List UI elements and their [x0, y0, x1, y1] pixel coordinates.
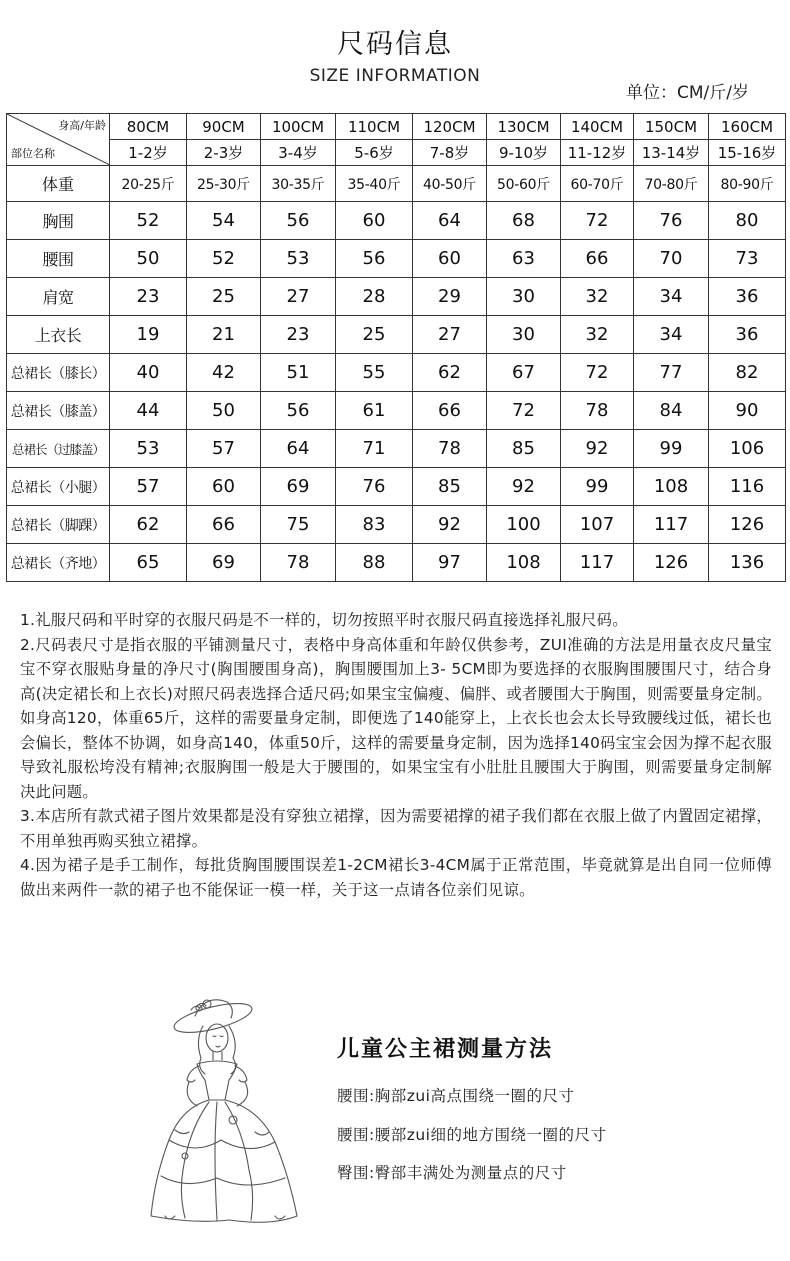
table-cell: 56: [336, 240, 413, 278]
table-cell: 83: [336, 506, 413, 544]
table-cell: 78: [413, 430, 487, 468]
age-header: 7-8岁: [413, 140, 487, 166]
height-header: 100CM: [261, 114, 336, 140]
weight-cell: 35-40斤: [336, 166, 413, 202]
table-row: [7, 392, 786, 430]
table-cell: 57: [110, 468, 187, 506]
corner-label-part: 部位名称: [11, 147, 55, 160]
height-header: 80CM: [110, 114, 187, 140]
table-cell: 28: [336, 278, 413, 316]
table-cell: 126: [634, 544, 709, 582]
table-cell: 63: [487, 240, 561, 278]
table-cell: 85: [413, 468, 487, 506]
table-cell: 50: [110, 240, 187, 278]
table-cell: 92: [487, 468, 561, 506]
table-cell: 84: [634, 392, 709, 430]
weight-cell: 30-35斤: [261, 166, 336, 202]
table-cell: 60: [336, 202, 413, 240]
note-paragraph: 3.本店所有款式裙子图片效果都是没有穿独立裙撑，因为需要裙撑的裙子我们都在衣服上做了内置固定裙撑，不用单独再购买独立裙撑。: [20, 807, 772, 850]
table-cell: 52: [110, 202, 187, 240]
table-cell: 97: [413, 544, 487, 582]
table-cell: 56: [261, 392, 336, 430]
table-cell: 25: [336, 316, 413, 354]
table-cell: 44: [110, 392, 187, 430]
row-label: 上衣长: [7, 316, 110, 354]
table-cell: 117: [561, 544, 634, 582]
table-cell: 19: [110, 316, 187, 354]
table-cell: 69: [187, 544, 261, 582]
table-cell: 60: [187, 468, 261, 506]
table-cell: 117: [634, 506, 709, 544]
height-header: 160CM: [709, 114, 786, 140]
table-cell: 55: [336, 354, 413, 392]
age-header: 11-12岁: [561, 140, 634, 166]
table-cell: 92: [413, 506, 487, 544]
measure-line-chest: 腰围:胸部zui高点围绕一圈的尺寸: [337, 1087, 575, 1105]
row-label: 总裙长（膝盖）: [7, 392, 110, 430]
table-cell: 76: [336, 468, 413, 506]
table-cell: 64: [413, 202, 487, 240]
weight-row: [7, 166, 786, 202]
table-row: [7, 202, 786, 240]
corner-label-height-age: 身高/年龄: [58, 119, 106, 132]
row-label: 总裙长（齐地）: [7, 544, 110, 582]
measure-line-hip: 臀围:臀部丰满处为测量点的尺寸: [337, 1164, 567, 1182]
table-cell: 56: [261, 202, 336, 240]
page-subtitle: SIZE INFORMATION: [309, 66, 481, 86]
table-cell: 75: [261, 506, 336, 544]
table-row: [7, 278, 786, 316]
table-cell: 108: [634, 468, 709, 506]
table-cell: 108: [487, 544, 561, 582]
table-cell: 77: [634, 354, 709, 392]
age-header: 15-16岁: [709, 140, 786, 166]
row-label: 胸围: [7, 202, 110, 240]
weight-cell: 80-90斤: [709, 166, 786, 202]
table-row: [7, 544, 786, 582]
table-cell: 65: [110, 544, 187, 582]
table-cell: 29: [413, 278, 487, 316]
table-cell: 88: [336, 544, 413, 582]
table-cell: 50: [187, 392, 261, 430]
table-cell: 66: [561, 240, 634, 278]
note-paragraph: 2.尺码表尺寸是指衣服的平铺测量尺寸，表格中身高体重和年龄仅供参考，ZUI准确的方法是用量衣皮尺量宝宝不穿衣服贴身量的净尺寸(胸围腰围身高)，胸围腰围加上3- 5CM即为要选择的衣服胸围腰围尺寸，结合身高(决定裙长和上衣长)对照尺码表选择合适尺码;如果宝宝偏瘦、偏胖、或者腰围大于胸围，则需要量身定制。如身高120，体重65斤，这样的需要量身定制，即便选了140能穿上，上衣长也会太长导致腰线过低，裙长也会偏长，整体不协调，如身高140，体重50斤，这样的需要量身定制，因为选择140码宝宝会因为撑不起衣服导致礼服松垮没有精神;衣服胸围一般是大于腰围的，如果宝宝有小肚肚且腰围大于胸围，则需要量身定制解决此问题。: [20, 635, 772, 801]
table-cell: 27: [413, 316, 487, 354]
note-paragraph: 4.因为裙子是手工制作，每批货胸围腰围误差1-2CM裙长3-4CM属于正常范围，毕竟就算是出自同一位师傅做出来两件一款的裙子也不能保证一模一样，关于这一点请各位亲们见谅。: [20, 856, 772, 899]
table-cell: 72: [561, 354, 634, 392]
age-header: 1-2岁: [110, 140, 187, 166]
table-cell: 76: [634, 202, 709, 240]
row-label: 总裙长（过膝盖）: [7, 430, 110, 468]
table-cell: 34: [634, 316, 709, 354]
height-header: 120CM: [413, 114, 487, 140]
table-cell: 23: [110, 278, 187, 316]
row-label: 总裙长（小腿）: [7, 468, 110, 506]
table-cell: 25: [187, 278, 261, 316]
header-row-heights: [7, 114, 786, 140]
table-cell: 66: [413, 392, 487, 430]
table-cell: 85: [487, 430, 561, 468]
weight-cell: 40-50斤: [413, 166, 487, 202]
table-cell: 69: [261, 468, 336, 506]
weight-cell: 25-30斤: [187, 166, 261, 202]
table-cell: 30: [487, 316, 561, 354]
table-cell: 36: [709, 278, 786, 316]
table-cell: 71: [336, 430, 413, 468]
table-cell: 116: [709, 468, 786, 506]
table-cell: 36: [709, 316, 786, 354]
table-cell: 99: [561, 468, 634, 506]
height-header: 140CM: [561, 114, 634, 140]
table-cell: 78: [261, 544, 336, 582]
row-label: 腰围: [7, 240, 110, 278]
table-cell: 27: [261, 278, 336, 316]
table-cell: 62: [110, 506, 187, 544]
table-cell: 21: [187, 316, 261, 354]
table-cell: 68: [487, 202, 561, 240]
table-cell: 92: [561, 430, 634, 468]
age-header: 13-14岁: [634, 140, 709, 166]
table-cell: 51: [261, 354, 336, 392]
table-cell: 57: [187, 430, 261, 468]
table-cell: 67: [487, 354, 561, 392]
height-header: 90CM: [187, 114, 261, 140]
table-cell: 78: [561, 392, 634, 430]
table-cell: 40: [110, 354, 187, 392]
table-cell: 62: [413, 354, 487, 392]
age-header: 2-3岁: [187, 140, 261, 166]
table-cell: 53: [261, 240, 336, 278]
height-header: 150CM: [634, 114, 709, 140]
table-cell: 52: [187, 240, 261, 278]
measure-line-waist: 腰围:腰部zui细的地方围绕一圈的尺寸: [337, 1126, 607, 1144]
table-cell: 72: [487, 392, 561, 430]
measure-title: 儿童公主裙测量方法: [337, 1037, 554, 1062]
row-label: 总裙长（脚踝）: [7, 506, 110, 544]
table-cell: 32: [561, 316, 634, 354]
table-cell: 23: [261, 316, 336, 354]
table-cell: 32: [561, 278, 634, 316]
table-cell: 100: [487, 506, 561, 544]
table-row: [7, 316, 786, 354]
row-label: 总裙长（膝长）: [7, 354, 110, 392]
table-row: [7, 506, 786, 544]
weight-cell: 60-70斤: [561, 166, 634, 202]
table-cell: 64: [261, 430, 336, 468]
table-cell: 30: [487, 278, 561, 316]
table-cell: 82: [709, 354, 786, 392]
notes-section: [20, 608, 772, 902]
row-label: 体重: [7, 166, 110, 202]
table-cell: 126: [709, 506, 786, 544]
age-header: 3-4岁: [261, 140, 336, 166]
table-cell: 73: [709, 240, 786, 278]
table-cell: 61: [336, 392, 413, 430]
table-cell: 54: [187, 202, 261, 240]
age-header: 9-10岁: [487, 140, 561, 166]
size-table: [6, 113, 786, 582]
table-cell: 34: [634, 278, 709, 316]
height-header: 130CM: [487, 114, 561, 140]
table-cell: 80: [709, 202, 786, 240]
row-label: 肩宽: [7, 278, 110, 316]
table-cell: 70: [634, 240, 709, 278]
note-paragraph: 1.礼服尺码和平时穿的衣服尺码是不一样的，切勿按照平时衣服尺码直接选择礼服尺码。: [20, 611, 628, 629]
corner-cell: [7, 114, 110, 166]
table-cell: 72: [561, 202, 634, 240]
unit-label: 单位：CM/斤/岁: [626, 83, 749, 103]
princess-dress-illustration: [125, 980, 325, 1230]
table-cell: 90: [709, 392, 786, 430]
table-row: [7, 430, 786, 468]
age-header: 5-6岁: [336, 140, 413, 166]
table-row: [7, 354, 786, 392]
table-row: [7, 468, 786, 506]
table-cell: 99: [634, 430, 709, 468]
table-cell: 66: [187, 506, 261, 544]
height-header: 110CM: [336, 114, 413, 140]
weight-cell: 70-80斤: [634, 166, 709, 202]
header-row-ages: [7, 140, 786, 166]
table-cell: 136: [709, 544, 786, 582]
table-cell: 53: [110, 430, 187, 468]
weight-cell: 50-60斤: [487, 166, 561, 202]
table-cell: 106: [709, 430, 786, 468]
weight-cell: 20-25斤: [110, 166, 187, 202]
page-title: 尺码信息: [337, 29, 453, 60]
table-cell: 60: [413, 240, 487, 278]
table-cell: 42: [187, 354, 261, 392]
table-cell: 107: [561, 506, 634, 544]
table-row: [7, 240, 786, 278]
